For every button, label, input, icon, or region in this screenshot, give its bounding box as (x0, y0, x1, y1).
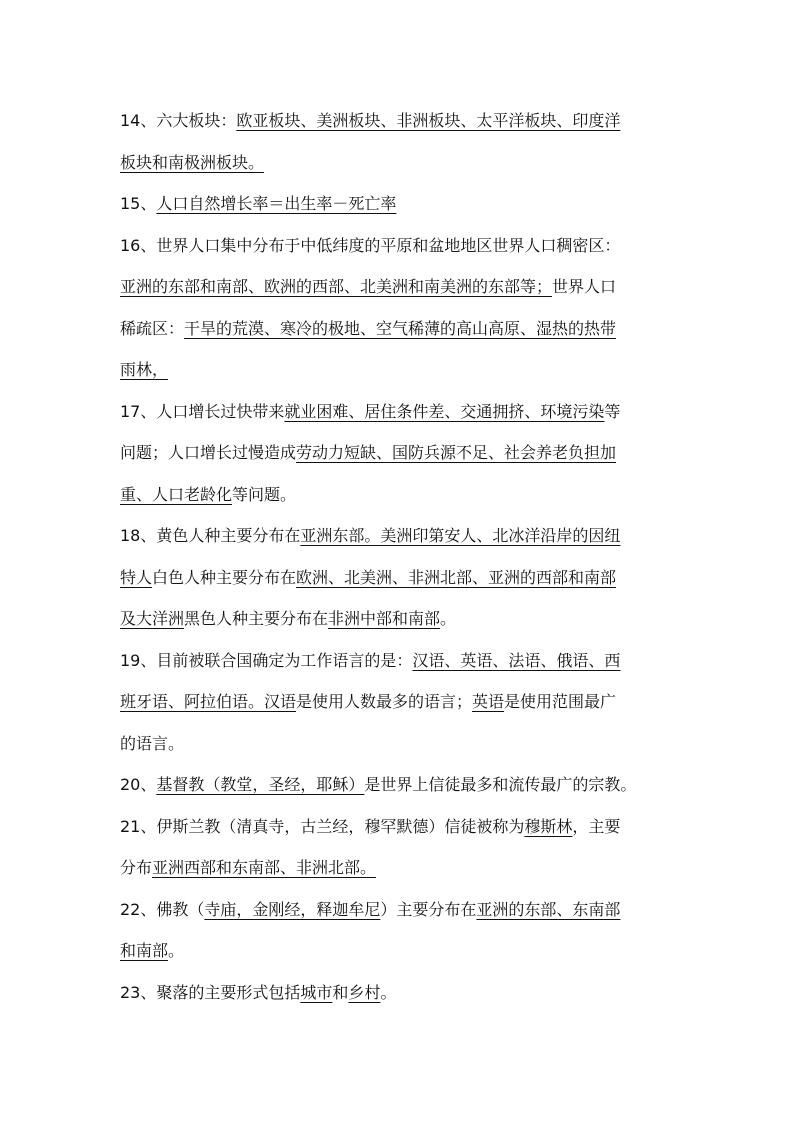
item-text: 稀疏区： (120, 318, 185, 338)
item-text: 白色人种主要分布在 (152, 567, 297, 587)
item-text: 。 (168, 941, 185, 960)
item-text: 是使用范围最广 (504, 692, 617, 711)
item-text: 。 (440, 609, 457, 628)
item-number: 16、 (120, 235, 157, 255)
answer-text: 欧亚板块、美洲板块、非洲板块、太平洋板块、印度洋 (236, 111, 621, 130)
answer-text: 城市 (300, 982, 333, 1002)
answer-text: 基督教（教堂，圣经，耶稣） (156, 775, 365, 794)
item-number: 21、 (120, 816, 157, 836)
answer-text: 劳动力短缺、国防兵源不足、社会养老负担加 (296, 443, 617, 462)
question-item (120, 225, 680, 391)
item-text: 分布 (120, 858, 153, 877)
question-item (120, 640, 680, 765)
answer-text: 干旱的荒漠、寒冷的极地、空气稀薄的高山高原、湿热的热带 (184, 318, 617, 338)
item-text: 。 (380, 982, 397, 1002)
item-number: 23、 (120, 982, 157, 1002)
document-page (120, 100, 680, 1013)
answer-text: 穆斯林 (524, 816, 573, 836)
item-text: 黑色人种主要分布在 (184, 609, 329, 628)
item-text: 是使用人数最多的语言； (296, 692, 473, 711)
item-text: 世界人口集中分布于中低纬度的平原和盆地地区世界人口稠密区： (156, 235, 621, 255)
item-text: 聚落的主要形式包括 (156, 982, 301, 1002)
item-text: 世界人口 (552, 277, 617, 296)
item-text: 的语言。 (120, 733, 185, 753)
answer-text: 和南部 (120, 941, 169, 960)
item-text: 是世界上信徒最多和流传最广的宗教。 (364, 775, 637, 794)
item-text: 目前被联合国确定为工作语言的是： (156, 650, 413, 670)
item-text: ）主要分布在 (380, 899, 477, 919)
item-text: 和 (332, 982, 349, 1002)
item-number: 19、 (120, 650, 157, 670)
question-item (120, 183, 680, 225)
answer-text: 及大洋洲 (120, 609, 185, 628)
answer-text: 汉语、英语、法语、俄语、西 (412, 650, 621, 670)
answer-text: 重、人口老龄化 (120, 484, 233, 504)
item-number: 18、 (120, 526, 157, 545)
question-item (120, 972, 680, 1014)
item-text: 伊斯兰教（清真寺，古兰经，穆罕默德）信徒被称为 (156, 816, 525, 836)
answer-text: 人口自然增长率＝出生率－死亡率 (156, 194, 397, 213)
answer-text: 欧洲、北美洲、非洲北部、亚洲的西部和南部 (296, 567, 617, 587)
answer-text: 亚洲西部和东南部、非洲北部。 (152, 858, 377, 877)
item-number: 17、 (120, 401, 157, 421)
item-text: 黄色人种主要分布在 (156, 526, 301, 545)
item-text: 六大板块： (156, 111, 237, 130)
question-item (120, 391, 680, 516)
item-text: ，主要 (572, 816, 621, 836)
answer-text: 班牙语、阿拉伯语。汉语 (120, 692, 297, 711)
answer-text: 亚洲东部。美洲印第安人、北冰洋沿岸的因纽 (300, 526, 621, 545)
answer-text: 亚洲的东部和南部、欧洲的西部、北美洲和南美洲的东部等； (120, 277, 553, 296)
item-text: 问题；人口增长过慢造成 (120, 443, 297, 462)
question-item (120, 889, 680, 972)
item-number: 22、 (120, 899, 157, 919)
answer-text: 亚洲的东部、东南部 (476, 899, 621, 919)
question-item (120, 515, 680, 640)
question-item (120, 806, 680, 889)
question-item (120, 100, 680, 183)
item-text: 等 (604, 401, 621, 421)
item-text: 人口增长过快带来 (156, 401, 285, 421)
item-text: 佛教（ (156, 899, 205, 919)
answer-text: 特人 (120, 567, 153, 587)
answer-text: 英语 (472, 692, 505, 711)
answer-text: 寺庙，金刚经，释迦牟尼 (204, 899, 381, 919)
item-number: 15、 (120, 194, 157, 213)
item-text: 等问题。 (232, 484, 297, 504)
item-number: 14、 (120, 111, 157, 130)
answer-text: 就业困难、居住条件差、交通拥挤、环境污染 (284, 401, 605, 421)
answer-text: 乡村 (348, 982, 381, 1002)
item-number: 20、 (120, 775, 157, 794)
answer-text: 雨林， (120, 360, 169, 379)
answer-text: 非洲中部和南部 (328, 609, 441, 628)
question-item (120, 764, 680, 806)
answer-text: 板块和南极洲板块。 (120, 152, 265, 172)
